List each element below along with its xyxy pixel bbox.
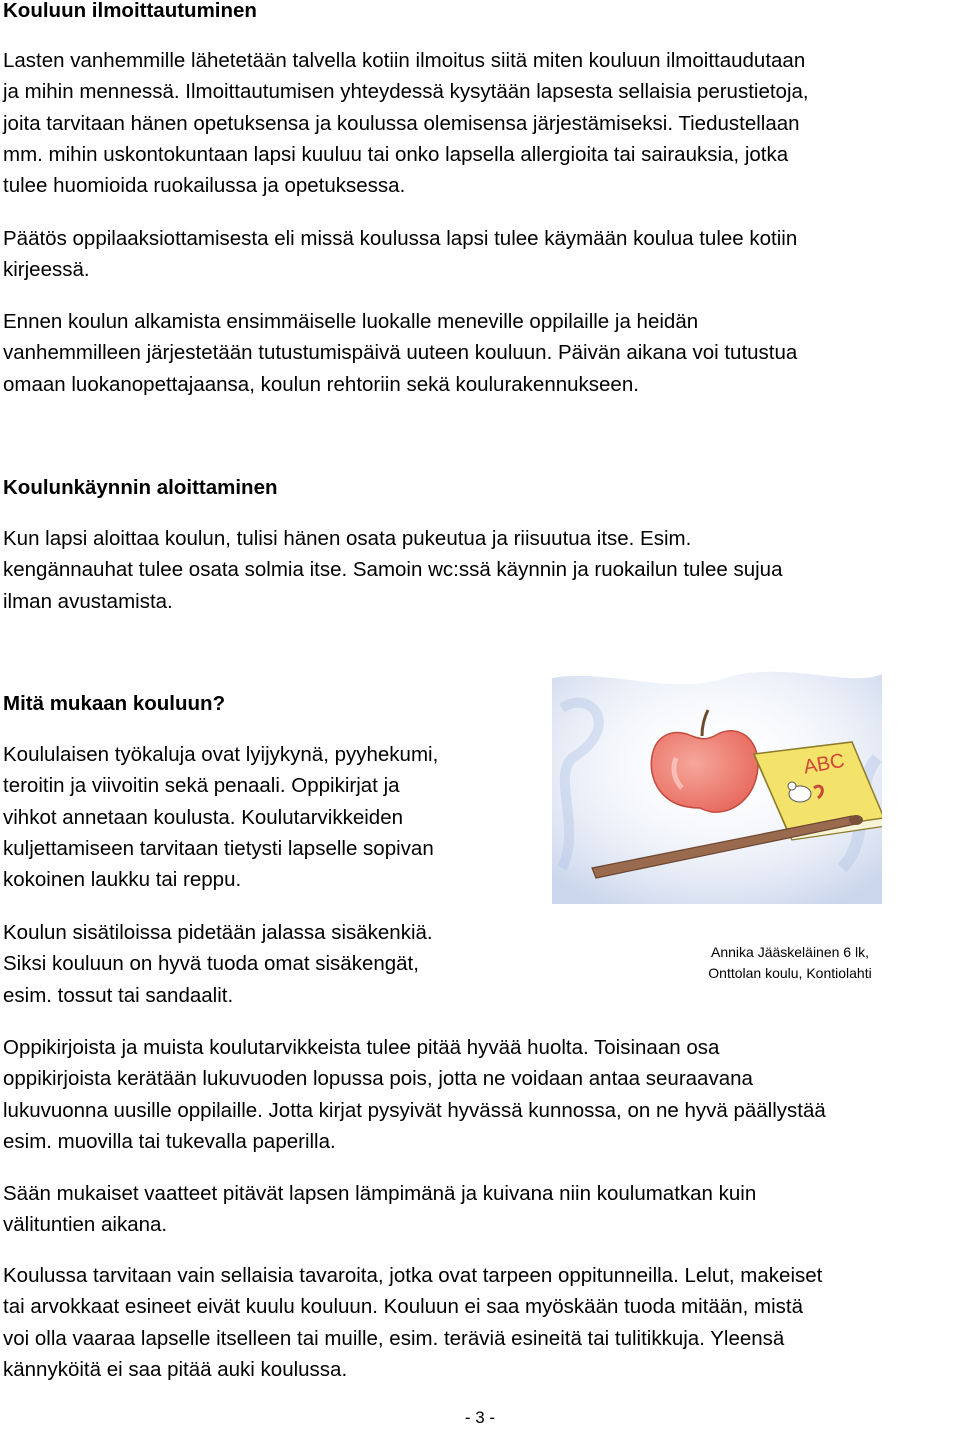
text-line: lukuvuonna uusille oppilaille. Jotta kirjat pysyivät hyvässä kunnossa, on ne hyvä päällystää [3, 1098, 826, 1122]
text-line: tulee huomioida ruokailussa ja opetuksessa. [3, 174, 406, 198]
text-line: oppikirjoista kerätään lukuvuoden lopussa pois, jotta ne voidaan antaa seuraavana [3, 1067, 753, 1091]
text-line: Koulun sisätiloissa pidetään jalassa sisäkenkiä. [3, 921, 433, 944]
paragraph-book-care [3, 1032, 826, 1157]
text-line: vihkot annetaan koulusta. Koulutarvikkeiden [3, 805, 404, 829]
caption-line: Annika Jääskeläinen 6 lk, [711, 944, 869, 960]
text-line: voi olla vaaraa lapselle itselleen tai muille, esim. teräviä esineitä tai tulitikkuja. Yleensä [3, 1326, 785, 1350]
text-line: ja mihin mennessä. Ilmoittautumisen yhteydessä kysytään lapsesta sellaisia perustietoja, [3, 80, 809, 104]
paragraph-enrollment-info [3, 45, 809, 201]
text-line: Kun lapsi aloittaa koulun, tulisi hänen osata pukeutua ja riisuutua itse. Esim. [3, 527, 692, 550]
illustration-caption [690, 942, 890, 984]
text-line: kännyköitä ei saa pitää auki koulussa. [3, 1357, 348, 1381]
paragraph-allowed-items [3, 1260, 822, 1385]
paragraph-introduction-day [3, 306, 797, 400]
heading-school-supplies: Mitä mukaan kouluun? [3, 692, 226, 715]
paragraph-admission-decision [3, 223, 797, 286]
text-line: esim. muovilla tai tukevalla paperilla. [3, 1129, 336, 1153]
illustration-apple-book [552, 668, 882, 904]
paragraph-indoor-shoes [3, 917, 433, 1011]
paragraph-self-reliance [3, 523, 782, 617]
text-line: Koululaisen työkaluja ovat lyijykynä, pyyhekumi, [3, 743, 439, 766]
text-line: välituntien aikana. [3, 1213, 168, 1237]
text-line: mm. mihin uskontokuntaan lapsi kuuluu tai onko lapsella allergioita tai sairauksia, jotka [3, 142, 789, 166]
text-line: kengännauhat tulee osata solmia itse. Samoin wc:ssä käynnin ja ruokailun tulee sujua [3, 558, 783, 582]
text-line: esim. tossut tai sandaalit. [3, 983, 234, 1007]
text-line: joita tarvitaan hänen opetuksensa ja koulussa olemisensa järjestämiseksi. Tiedustellaan [3, 111, 800, 135]
text-line: Koulussa tarvitaan vain sellaisia tavaroita, jotka ovat tarpeen oppitunneilla. Lelut, makeiset [3, 1264, 823, 1287]
text-line: kokoinen laukku tai reppu. [3, 868, 242, 892]
text-line: vanhemmilleen järjestetään tutustumispäivä uuteen kouluun. Päivän aikana voi tutustua [3, 341, 798, 365]
ruler-end [849, 815, 863, 825]
text-line: ilman avustamista. [3, 589, 173, 613]
watercolor-drawing [552, 668, 882, 904]
heading-enrollment: Kouluun ilmoittautuminen [3, 0, 257, 22]
text-line: kuljettamiseen tarvitaan tietysti lapselle sopivan [3, 836, 434, 860]
paragraph-clothing [3, 1178, 756, 1241]
page-number: - 3 - [464, 1408, 496, 1427]
paragraph-tools [3, 739, 438, 895]
text-line: Oppikirjoista ja muista koulutarvikkeista tulee pitää hyvää huolta. Toisinaan osa [3, 1036, 720, 1059]
book-title: ABC [801, 749, 847, 779]
text-line: omaan luokanopettajaansa, koulun rehtoriin sekä koulurakennukseen. [3, 372, 639, 396]
text-line: Lasten vanhemmille lähetetään talvella kotiin ilmoitus siitä miten kouluun ilmoittaudutaan [3, 49, 806, 72]
caption-line: Onttolan koulu, Kontiolahti [708, 965, 872, 981]
text-line: Päätös oppilaaksiottamisesta eli missä koulussa lapsi tulee käymään koulua tulee kotiin [3, 227, 798, 250]
text-line: tai arvokkaat esineet eivät kuulu kouluun. Kouluun ei saa myöskään tuoda mitään, mistä [3, 1295, 803, 1319]
text-line: Sään mukaiset vaatteet pitävät lapsen lämpimänä ja kuivana niin koulumatkan kuin [3, 1182, 757, 1205]
text-line: Ennen koulun alkamista ensimmäiselle luokalle meneville oppilaille ja heidän [3, 310, 699, 333]
text-line: teroitin ja viivoitin sekä penaali. Oppikirjat ja [3, 774, 400, 798]
text-line: Siksi kouluun on hyvä tuoda omat sisäkengät, [3, 952, 419, 976]
text-line: kirjeessä. [3, 258, 90, 282]
heading-starting-school: Koulunkäynnin aloittaminen [3, 476, 278, 499]
